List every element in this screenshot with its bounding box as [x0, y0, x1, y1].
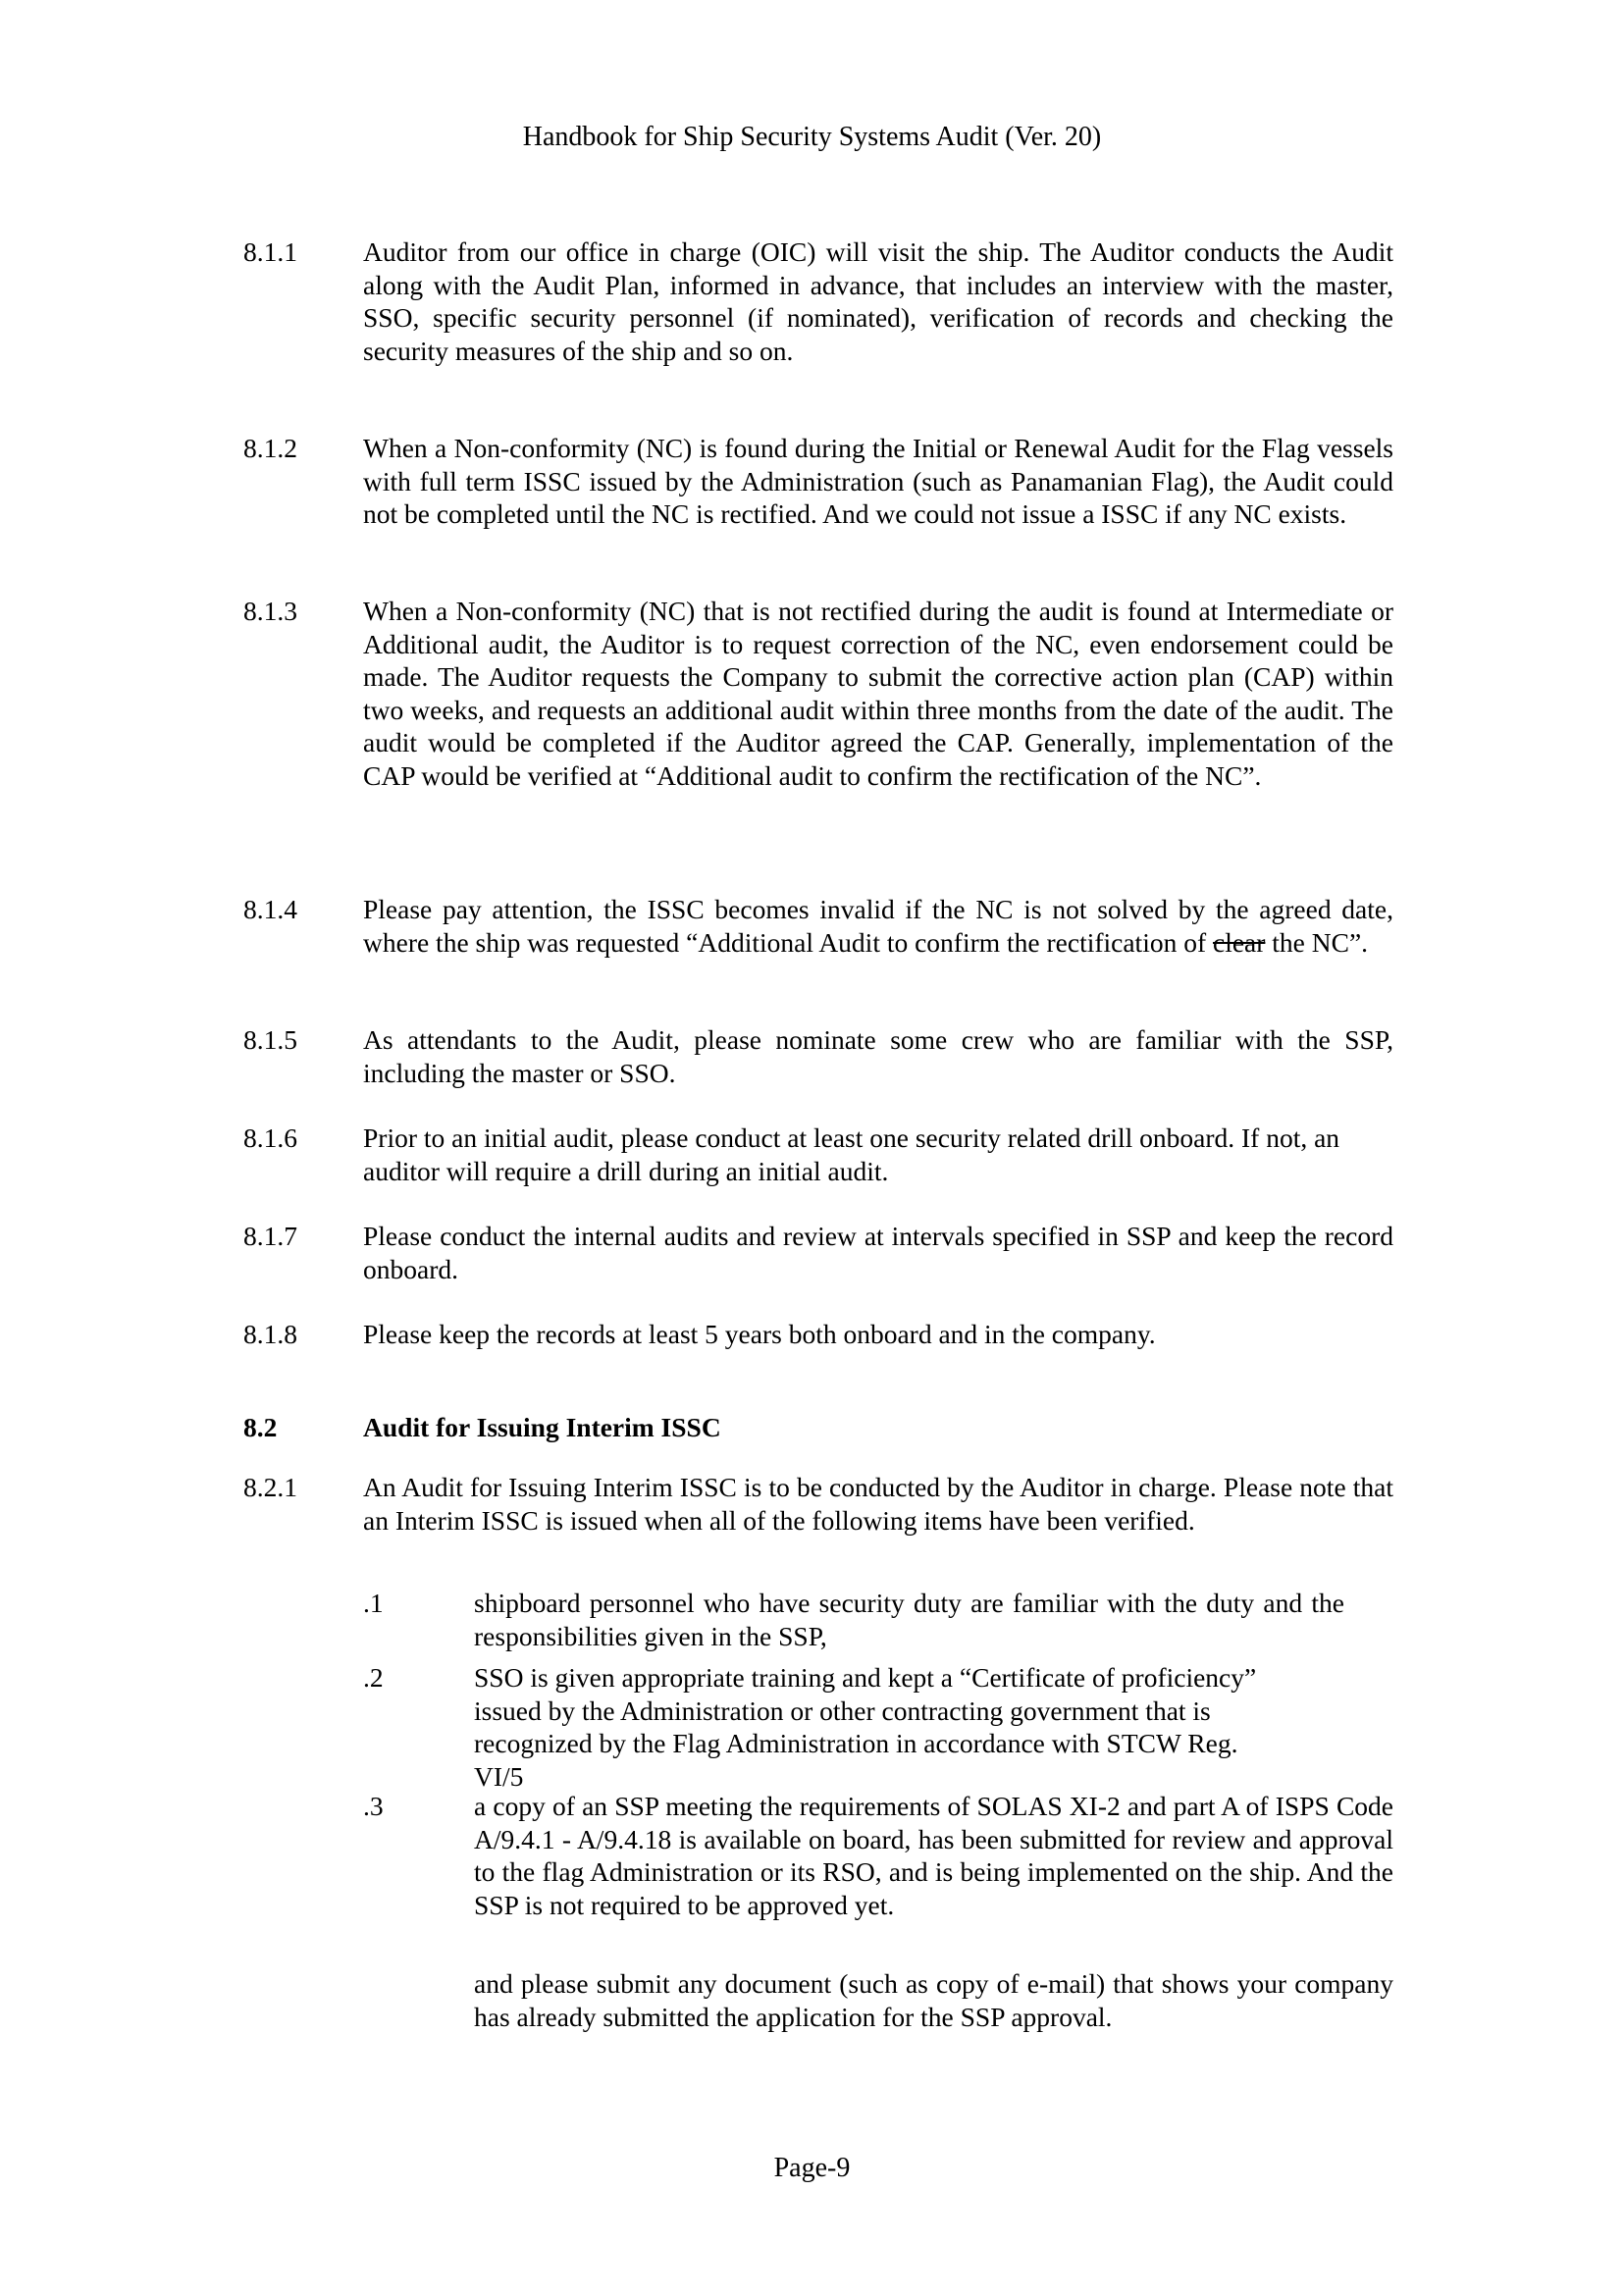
clause-8-1-5 — [243, 1023, 1393, 1089]
item-text: SSO is given appropriate training and kept a “Certificate of proficiency” issued by the Administration or other contracting government that is recognized by the Flag Administration in accordance with STCW Reg. VI/5 — [474, 1662, 1257, 1792]
clause-text: Please keep the records at least 5 years both onboard and in the company. — [363, 1319, 1156, 1349]
clause-8-1-1 — [243, 235, 1393, 367]
section-number: 8.2 — [243, 1412, 278, 1442]
running-header: Handbook for Ship Security Systems Audit (Ver. 20) — [522, 122, 1102, 152]
clause-number: 8.1.6 — [243, 1122, 297, 1153]
clause-text: Auditor from our office in charge (OIC) will visit the ship. The Auditor conducts the Audit along with the Audit Plan, informed in advance, that includes an interview with the master, SSO, specific security personnel (if nominated), verification of records and checking the security measures of the ship and so on. — [363, 236, 1393, 366]
item-number: .3 — [363, 1791, 384, 1821]
clause-8-1-7 — [243, 1220, 1393, 1285]
list-note — [363, 1967, 1393, 2033]
list-item-3 — [363, 1790, 1393, 1921]
clause-number: 8.1.2 — [243, 433, 297, 463]
clause-text: Please conduct the internal audits and review at intervals specified in SSP and keep the record onboard. — [363, 1221, 1393, 1284]
clause-number: 8.1.5 — [243, 1024, 297, 1055]
clause-text: As attendants to the Audit, please nominate some crew who are familiar with the SSP, including the master or SSO. — [363, 1024, 1393, 1088]
clause-text: When a Non-conformity (NC) that is not rectified during the audit is found at Intermediate or Additional audit, the Auditor is to request correction of the NC, even endorsement could be made. The Auditor requests the Company to submit the corrective action plan (CAP) within two weeks, and requests an additional audit within three months from the date of the audit. The audit would be completed if the Auditor agreed the CAP. Generally, implementation of the CAP would be verified at “Additional audit to confirm the rectification of the NC”. — [363, 596, 1393, 791]
clause-text — [363, 893, 1393, 959]
clause-8-1-8 — [243, 1318, 1393, 1351]
clause-8-1-3 — [243, 595, 1393, 792]
item-text: shipboard personnel who have security duty are familiar with the duty and the responsibilities given in the SSP, — [474, 1588, 1344, 1651]
clause-number: 8.1.3 — [243, 596, 297, 626]
item-number: .1 — [363, 1588, 384, 1618]
item-text: a copy of an SSP meeting the requirements of SOLAS XI-2 and part A of ISPS Code A/9.4.1 - A/9.4.18 is available on board, has been submitted for review and approval to the flag Administration or its RSO, and is being implemented on the ship. And the SSP is not required to be approved yet. — [474, 1791, 1393, 1920]
clause-number: 8.1.7 — [243, 1221, 297, 1251]
clause-text: When a Non-conformity (NC) is found during the Initial or Renewal Audit for the Flag vessels with full term ISSC issued by the Administration (such as Panamanian Flag), the Audit could not be completed until the NC is rectified. And we could not issue a ISSC if any NC exists. — [363, 433, 1393, 529]
item-number: .2 — [363, 1662, 384, 1693]
clause-8-1-4 — [243, 893, 1393, 959]
list-item-2 — [363, 1661, 1285, 1793]
clause-text-part: the NC”. — [1265, 926, 1369, 958]
struck-text: clear — [1213, 926, 1266, 958]
clause-text: Prior to an initial audit, please conduct at least one security related drill onboard. If not, an auditor will require a drill during an initial audit. — [363, 1122, 1340, 1186]
clause-8-1-2 — [243, 432, 1393, 531]
page-number: Page-9 — [773, 2153, 851, 2183]
clause-number: 8.1.1 — [243, 236, 297, 267]
clause-text: An Audit for Issuing Interim ISSC is to be conducted by the Auditor in charge. Please note that an Interim ISSC is issued when all of the following items have been verified. — [363, 1472, 1393, 1536]
section-title: Audit for Issuing Interim ISSC — [363, 1412, 721, 1442]
clause-8-2-1 — [243, 1471, 1393, 1537]
clause-number: 8.1.8 — [243, 1319, 297, 1349]
note-text: and please submit any document (such as copy of e-mail) that shows your company has already submitted the application for the SSP approval. — [474, 1968, 1393, 2032]
list-item-1 — [363, 1587, 1344, 1652]
clause-8-1-6 — [243, 1121, 1393, 1187]
clause-number: 8.1.4 — [243, 894, 297, 924]
clause-text-part: Please pay attention, the ISSC becomes invalid if the NC is not solved by the agreed date, where the ship was requested “Additional Audit to confirm the rectification of — [363, 894, 1393, 958]
section-heading-8-2 — [243, 1411, 1393, 1444]
clause-number: 8.2.1 — [243, 1472, 297, 1502]
